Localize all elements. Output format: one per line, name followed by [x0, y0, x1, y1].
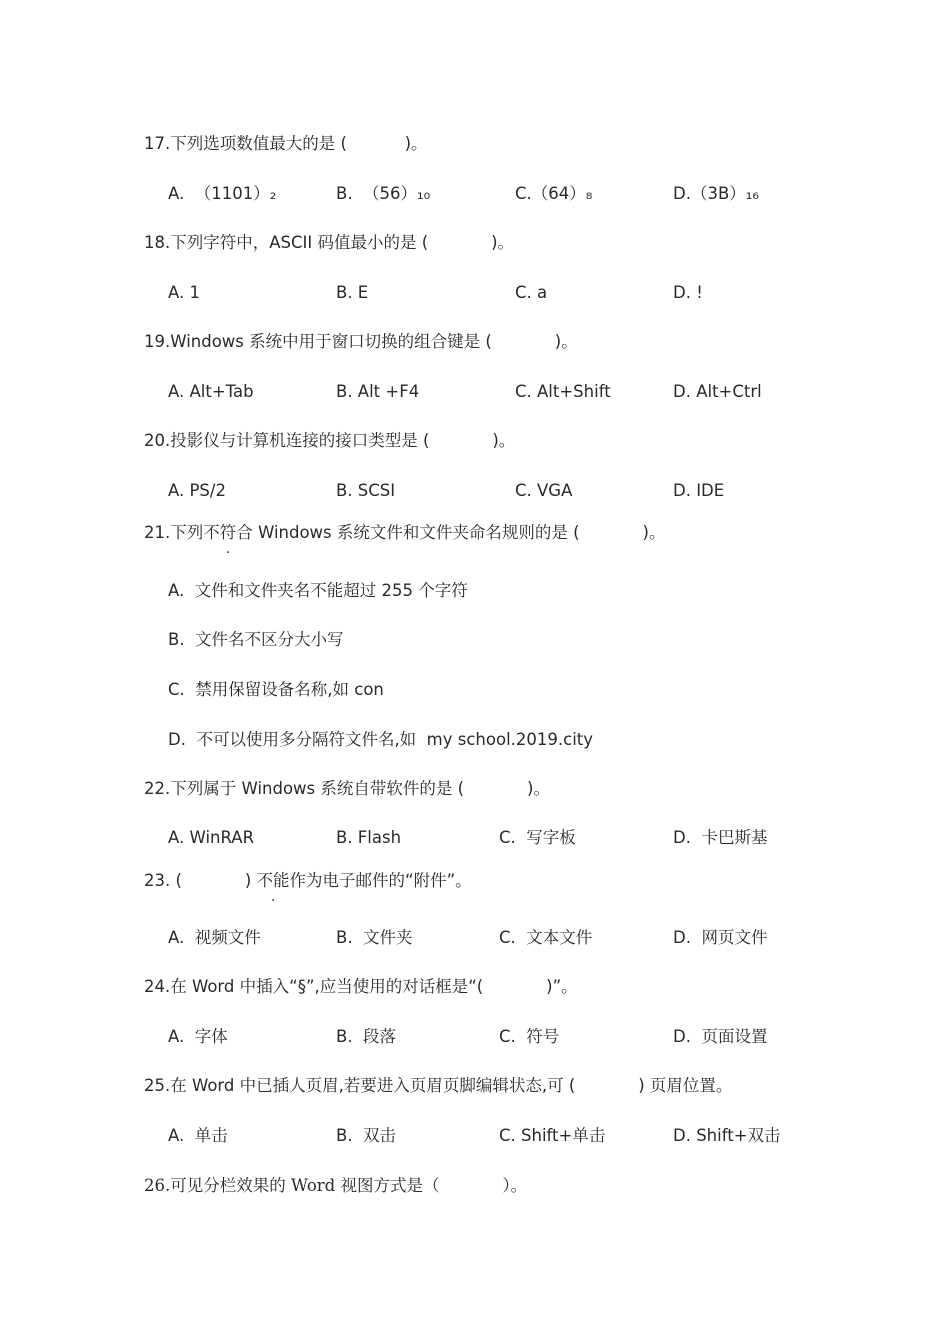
q17-option-d: D.（3B）₁₆ — [673, 184, 759, 203]
question-23 — [144, 870, 472, 892]
q21-prefix: 21.下列 — [144, 523, 204, 542]
q23-option-b: B. 文件夹 — [336, 928, 413, 947]
q18-option-b: B. E — [336, 283, 369, 302]
q22-option-c: C. 写字板 — [499, 828, 576, 847]
q24-option-a: A. 字体 — [168, 1027, 228, 1046]
question-18: 18.下列字符中，ASCII 码值最小的是 ( )。 — [144, 233, 515, 252]
q18-option-a: A. 1 — [168, 283, 200, 302]
q25-option-c: C. Shift+单击 — [499, 1126, 606, 1145]
q20-option-b: B. SCSI — [336, 481, 396, 500]
q19-option-b: B. Alt +F4 — [336, 382, 420, 401]
question-24: 24.在 Word 中插入“§”,应当使用的对话框是“( )”。 — [144, 977, 578, 996]
q23-emphasis: 不能 — [256, 871, 290, 890]
q23-option-c: C. 文本文件 — [499, 928, 593, 947]
question-22: 22.下列属于 Windows 系统自带软件的是 ( )。 — [144, 779, 550, 798]
question-17: 17.下列选项数值最大的是 ( )。 — [144, 134, 428, 153]
q25-option-a: A. 单击 — [168, 1126, 228, 1145]
q19-option-d: D. Alt+Ctrl — [673, 382, 762, 401]
q24-option-c: C. 符号 — [499, 1027, 560, 1046]
q23-option-d: D. 网页文件 — [673, 928, 768, 947]
q21-option-c: C. 禁用保留设备名称,如 con — [168, 680, 384, 699]
q18-option-d: D. ! — [673, 283, 703, 302]
q23-prefix: 23. ( ) — [144, 871, 257, 890]
q21-option-b: B. 文件名不区分大小写 — [168, 630, 344, 649]
q22-option-d: D. 卡巴斯基 — [673, 828, 768, 847]
q20-option-c: C. VGA — [515, 481, 573, 500]
q20-option-a: A. PS/2 — [168, 481, 226, 500]
q17-option-b: B. （56）₁₀ — [336, 184, 431, 203]
q24-option-d: D. 页面设置 — [673, 1027, 768, 1046]
question-19: 19.Windows 系统中用于窗口切换的组合键是 ( )。 — [144, 332, 578, 351]
q21-emphasis: 不符合 — [203, 523, 253, 542]
question-25: 25.在 Word 中已插人页眉,若要进入页眉页脚编辑状态,可 ( ) 页眉位置。 — [144, 1076, 733, 1095]
q17-option-a: A. （1101）₂ — [168, 184, 277, 203]
question-20: 20.投影仪与计算机连接的接口类型是 ( )。 — [144, 431, 516, 450]
q17-option-c: C.（64）₈ — [515, 184, 593, 203]
question-21 — [144, 522, 665, 544]
q21-option-a: A. 文件和文件夹名不能超过 255 个字符 — [168, 581, 468, 600]
q20-option-d: D. IDE — [673, 481, 725, 500]
q19-option-c: C. Alt+Shift — [515, 382, 611, 401]
q21-option-d: D. 不可以使用多分隔符文件名,如 my school.2019.city — [168, 730, 594, 749]
q25-option-d: D. Shift+双击 — [673, 1126, 781, 1145]
q24-option-b: B. 段落 — [336, 1027, 397, 1046]
q25-option-b: B. 双击 — [336, 1126, 397, 1145]
q22-option-b: B. Flash — [336, 828, 402, 847]
q23-option-a: A. 视频文件 — [168, 928, 261, 947]
question-26: 26.可见分栏效果的 Word 视图方式是（ ）。 — [144, 1176, 528, 1195]
q21-suffix: Windows 系统文件和文件夹命名规则的是 ( )。 — [252, 523, 666, 542]
q18-option-c: C. a — [515, 283, 548, 302]
q23-suffix: 作为电子邮件的“附件”。 — [289, 871, 472, 890]
q19-option-a: A. Alt+Tab — [168, 382, 254, 401]
q22-option-a: A. WinRAR — [168, 828, 255, 847]
